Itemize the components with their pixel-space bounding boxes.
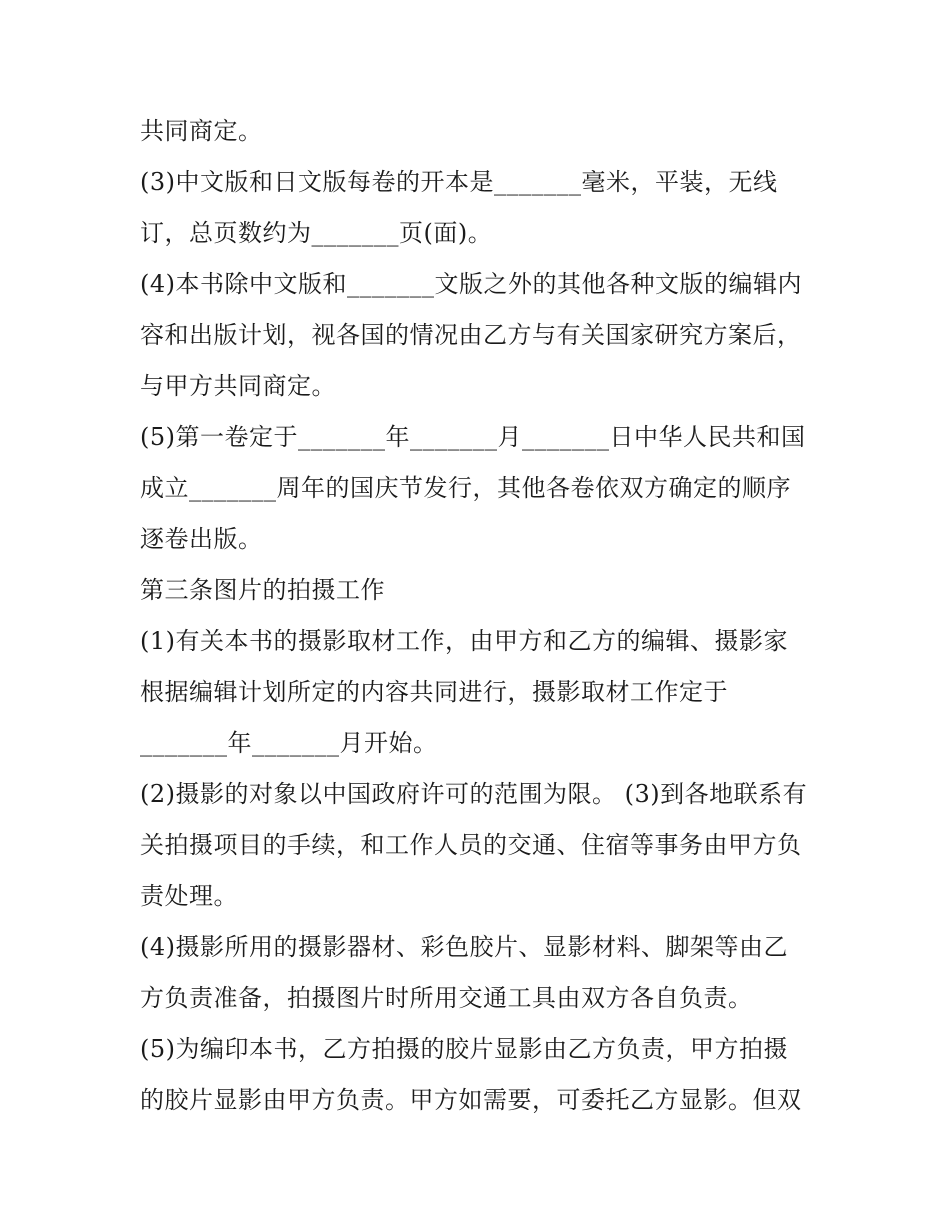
text-line: 责处理。 bbox=[140, 882, 238, 910]
text-line: (2)摄影的对象以中国政府许可的范围为限。 (3)到各地联系有 bbox=[140, 780, 808, 808]
text-line: 方负责准备，拍摄图片时所用交通工具由双方各自负责。 bbox=[140, 984, 753, 1012]
text-line: (5)为编印本书，乙方拍摄的胶片显影由乙方负责，甲方拍摄 bbox=[140, 1035, 788, 1063]
text-line: (5)第一卷定于_______年_______月_______日中华人民共和国 bbox=[140, 423, 806, 451]
section-heading: 第三条图片的拍摄工作 bbox=[140, 576, 385, 604]
text-line: (4)摄影所用的摄影器材、彩色胶片、显影材料、脚架等由乙 bbox=[140, 933, 788, 961]
text-line: 容和出版计划，视各国的情况由乙方与有关国家研究方案后， bbox=[140, 321, 802, 349]
text-line: 共同商定。 bbox=[140, 117, 263, 145]
text-line: (1)有关本书的摄影取材工作，由甲方和乙方的编辑、摄影家 bbox=[140, 627, 788, 655]
text-line: 与甲方共同商定。 bbox=[140, 372, 336, 400]
text-line: (3)中文版和日文版每卷的开本是_______毫米，平装，无线 bbox=[140, 168, 778, 196]
text-line: (4)本书除中文版和_______文版之外的其他各种文版的编辑内 bbox=[140, 270, 802, 298]
text-line: _______年_______月开始。 bbox=[140, 729, 438, 757]
text-line: 关拍摄项目的手续，和工作人员的交通、住宿等事务由甲方负 bbox=[140, 831, 802, 859]
document-body bbox=[140, 106, 830, 1126]
text-line: 订，总页数约为_______页(面)。 bbox=[140, 219, 493, 247]
text-line: 成立_______周年的国庆节发行，其他各卷依双方确定的顺序 bbox=[140, 474, 791, 502]
text-line: 根据编辑计划所定的内容共同进行，摄影取材工作定于 bbox=[140, 678, 728, 706]
text-line: 逐卷出版。 bbox=[140, 525, 263, 553]
text-line: 的胶片显影由甲方负责。甲方如需要，可委托乙方显影。但双 bbox=[140, 1086, 802, 1114]
